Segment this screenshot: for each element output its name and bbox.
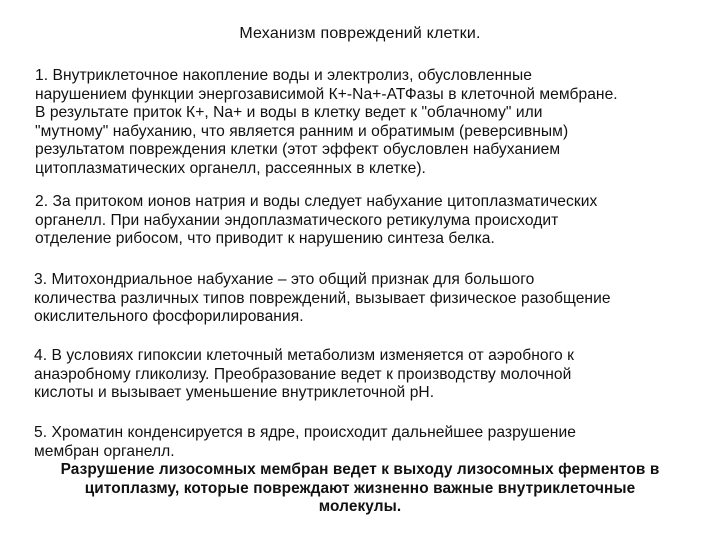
paragraph-2: 2. За притоком ионов натрия и воды следует набухание цитоплазматических органелл. При набухании эндоплазматического ретикулума происходит отделение рибосом, что приводит к нарушению синтеза белка. [35, 193, 598, 248]
paragraph-6-bold: Разрушение лизосомных мембран ведет к выходу лизосомных ферментов в цитоплазму, которые повреждают жизненно важные внутриклеточные молекулы. [60, 461, 660, 516]
paragraph-3: 3. Митохондриальное набухание – это общий признак для большого количества различных типов повреждений, вызывает физическое разобщение окислительного фосфорилирования. [34, 271, 611, 326]
paragraph-5: 5. Хроматин конденсируется в ядре, происходит дальнейшее разрушение мембран органелл. [34, 424, 576, 460]
paragraph-1-continuation: В результате приток К+, Na+ и воды в клетку ведет к "облачному" или "мутному" набуханию, что является ранним и обратимым (реверсивным) результатом повреждения клетки (этот эффект обусловлен набуханием цитоплазматических органелл, рассеянных в клетке). [35, 104, 569, 177]
paragraph-1: 1. Внутриклеточное накопление воды и электролиз, обусловленные нарушением функции энергозависимой К+-Na+-АТФазы в клеточной мембране. [35, 67, 618, 103]
document-title: Механизм повреждений клетки. [239, 25, 481, 42]
paragraph-4: 4. В условиях гипоксии клеточный метаболизм изменяется от аэробного к анаэробному гликолизу. Преобразование ведет к производству молочной кислоты и вызывает уменьшение внутриклеточной pH. [34, 347, 575, 402]
